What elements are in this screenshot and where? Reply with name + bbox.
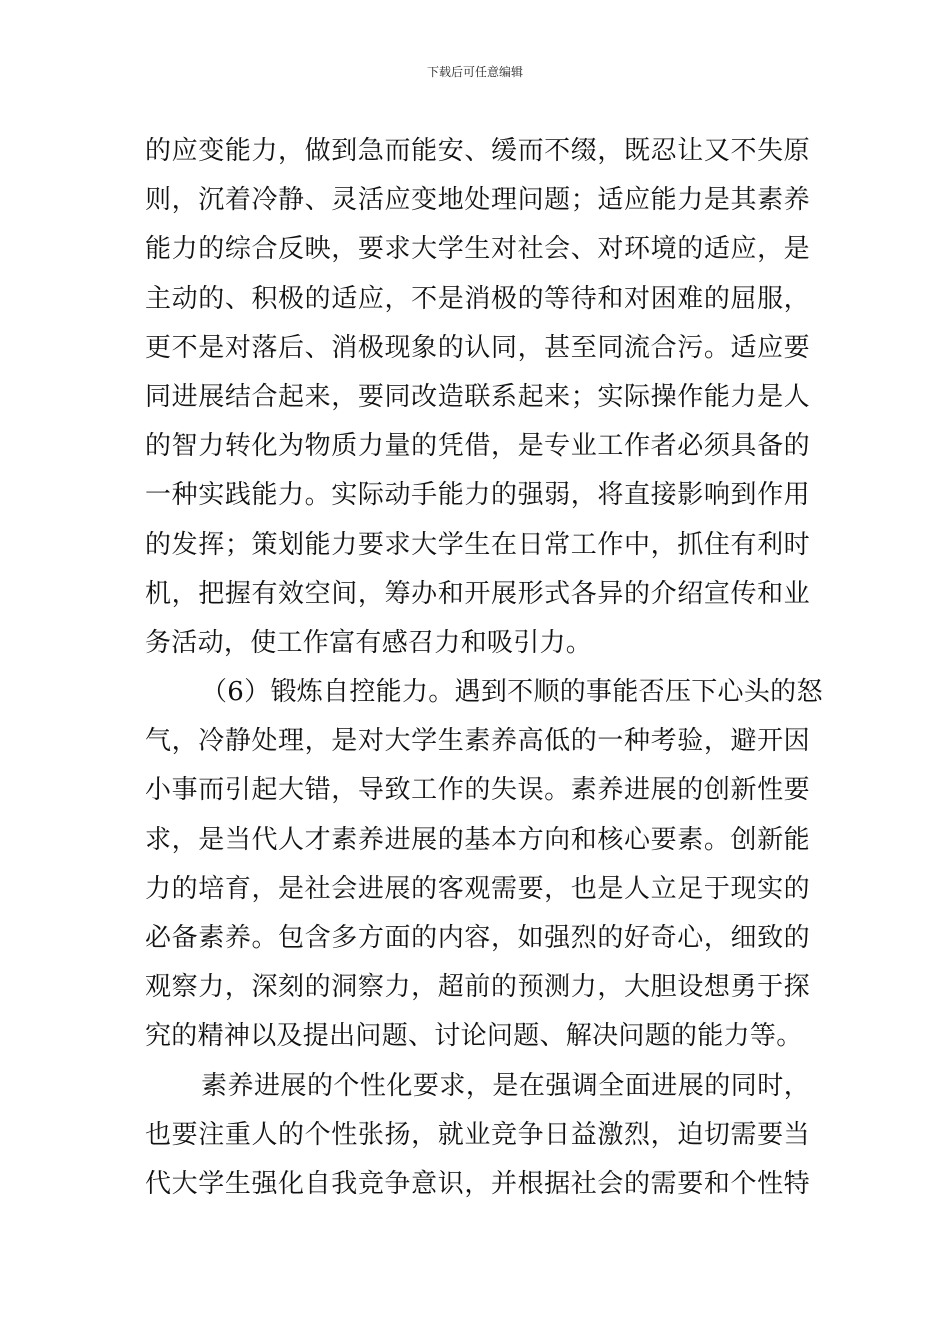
text-line: 必备素养。包含多方面的内容，如强烈的好奇心，细致的 (145, 923, 810, 953)
text-line: 也要注重人的个性张扬，就业竞争日益激烈，迫切需要当 (145, 1119, 810, 1150)
text-line: 的智力转化为物质力量的凭借，是专业工作者必须具备的 (145, 431, 810, 462)
text-line: 能力的综合反映，要求大学生对社会、对环境的适应，是 (145, 234, 810, 265)
text-line: 则，沉着冷静、灵活应变地处理问题；适应能力是其素养 (145, 185, 810, 216)
text-line: 同进展结合起来，要同改造联系起来；实际操作能力是人 (145, 381, 810, 412)
text-line: 更不是对落后、消极现象的认同，甚至同流合污。适应要 (145, 332, 810, 363)
paragraph (145, 1062, 810, 1210)
document-body (145, 127, 823, 1209)
text-line: 气，冷静处理，是对大学生素养高低的一种考验，避开因 (145, 726, 810, 757)
text-line: 一种实践能力。实际动手能力的强弱，将直接影响到作用 (145, 480, 810, 511)
text-line: 素养进展的个性化要求，是在强调全面进展的同时， (201, 1070, 810, 1101)
text-line: 观察力，深刻的洞察力，超前的预测力，大胆设想勇于探 (145, 972, 810, 1003)
paragraph (145, 668, 823, 1062)
text-line: 小事而引起大错，导致工作的失误。素养进展的创新性要 (145, 775, 810, 806)
text-line: （6）锻炼自控能力。遇到不顺的事能否压下心头的怒 (201, 677, 823, 708)
text-line: 力的培育，是社会进展的客观需要，也是人立足于现实的 (145, 873, 810, 904)
text-line: 代大学生强化自我竞争意识，并根据社会的需要和个性特 (145, 1168, 810, 1199)
text-line: 机，把握有效空间，筹办和开展形式各异的介绍宣传和业 (145, 578, 810, 609)
text-line: 务活动，使工作富有感召力和吸引力。 (145, 627, 593, 658)
text-line: 主动的、积极的适应，不是消极的等待和对困难的屈服， (145, 283, 810, 314)
text-line: 究的精神以及提出问题、讨论问题、解决问题的能力等。 (145, 1021, 803, 1052)
page-header: 下载后可任意编辑 (426, 65, 523, 79)
text-line: 求，是当代人才素养进展的基本方向和核心要素。创新能 (145, 824, 810, 855)
paragraph (145, 127, 810, 668)
text-line: 的应变能力，做到急而能安、缓而不缀，既忍让又不失原 (145, 136, 810, 166)
text-line: 的发挥；策划能力要求大学生在日常工作中，抓住有利时 (145, 529, 810, 560)
